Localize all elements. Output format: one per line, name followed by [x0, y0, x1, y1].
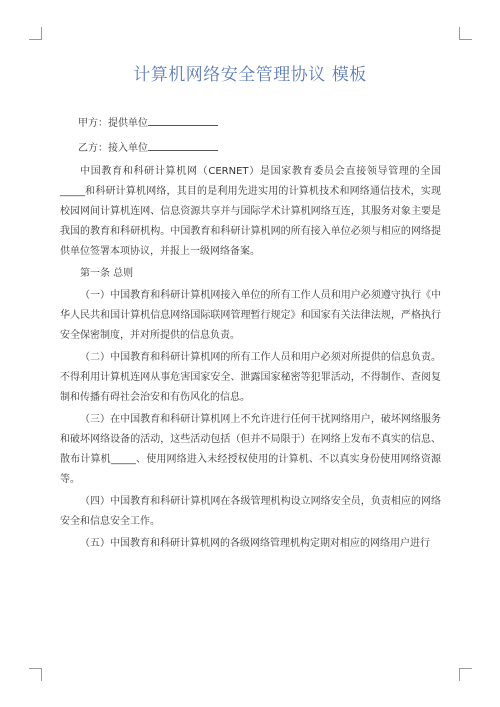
document-body	[60, 162, 441, 554]
crop-mark-bottom-left	[29, 668, 42, 681]
party-b-line	[78, 140, 218, 156]
party-b-label: 乙方：接入单位	[78, 143, 148, 154]
party-a-blank[interactable]	[148, 115, 218, 126]
crop-mark-top-right	[459, 27, 472, 40]
clause-3: （三）在中国教育和科研计算机网上不允许进行任何干扰网络用户，破坏网络服务和破坏网络设备的活动，这些活动包括（但并不局限于）在网络上发布不真实的信息、散布计算机_____、使用网络进入未经授权使用的计算机、不以真实身份使用网络资源等。	[60, 414, 441, 485]
section-heading: 第一条 总则	[80, 268, 134, 279]
party-a-line	[78, 115, 218, 131]
document-title: 计算机网络安全管理协议 模板	[133, 65, 367, 85]
party-a-label: 甲方：提供单位	[78, 118, 148, 129]
clause-4: （四）中国教育和科研计算机网在各级管理机构设立网络安全员，负责相应的网络安全和信息安全工作。	[60, 496, 441, 527]
clause-1: （一）中国教育和科研计算机网接入单位的所有工作人员和用户必须遵守执行《中华人民共和国计算机信息网络国际联网管理暂行规定》和国家有关法律法规，严格执行安全保密制度，并对所提供的信息负责。	[60, 290, 441, 341]
party-b-blank[interactable]	[148, 140, 218, 151]
clause-2: （二）中国教育和科研计算机网的所有工作人员和用户必须对所提供的信息负责。不得利用计算机连网从事危害国家安全、泄露国家秘密等犯罪活动，不得制作、查阅复制和传播有碍社会治安和有伤风化的信息。	[60, 352, 441, 403]
crop-mark-bottom-right	[459, 668, 472, 681]
clause-5: （五）中国教育和科研计算机网的各级网络管理机构定期对相应的网络用户进行	[80, 538, 430, 549]
intro-paragraph: 中国教育和科研计算机网（CERNET）是国家教育委员会直接领导管理的全国_____和科研计算机网络，其目的是利用先进实用的计算机技术和网络通信技术，实现校园网间计算机连网、信息资源共享并与国际学术计算机网络互连，其服务对象主要是我国的教育和科研机构。中国教育和科研计算机网的所有接入单位必须与相应的网络提供单位签署本项协议，并报上一级网络备案。	[60, 166, 441, 257]
crop-mark-top-left	[29, 27, 42, 40]
